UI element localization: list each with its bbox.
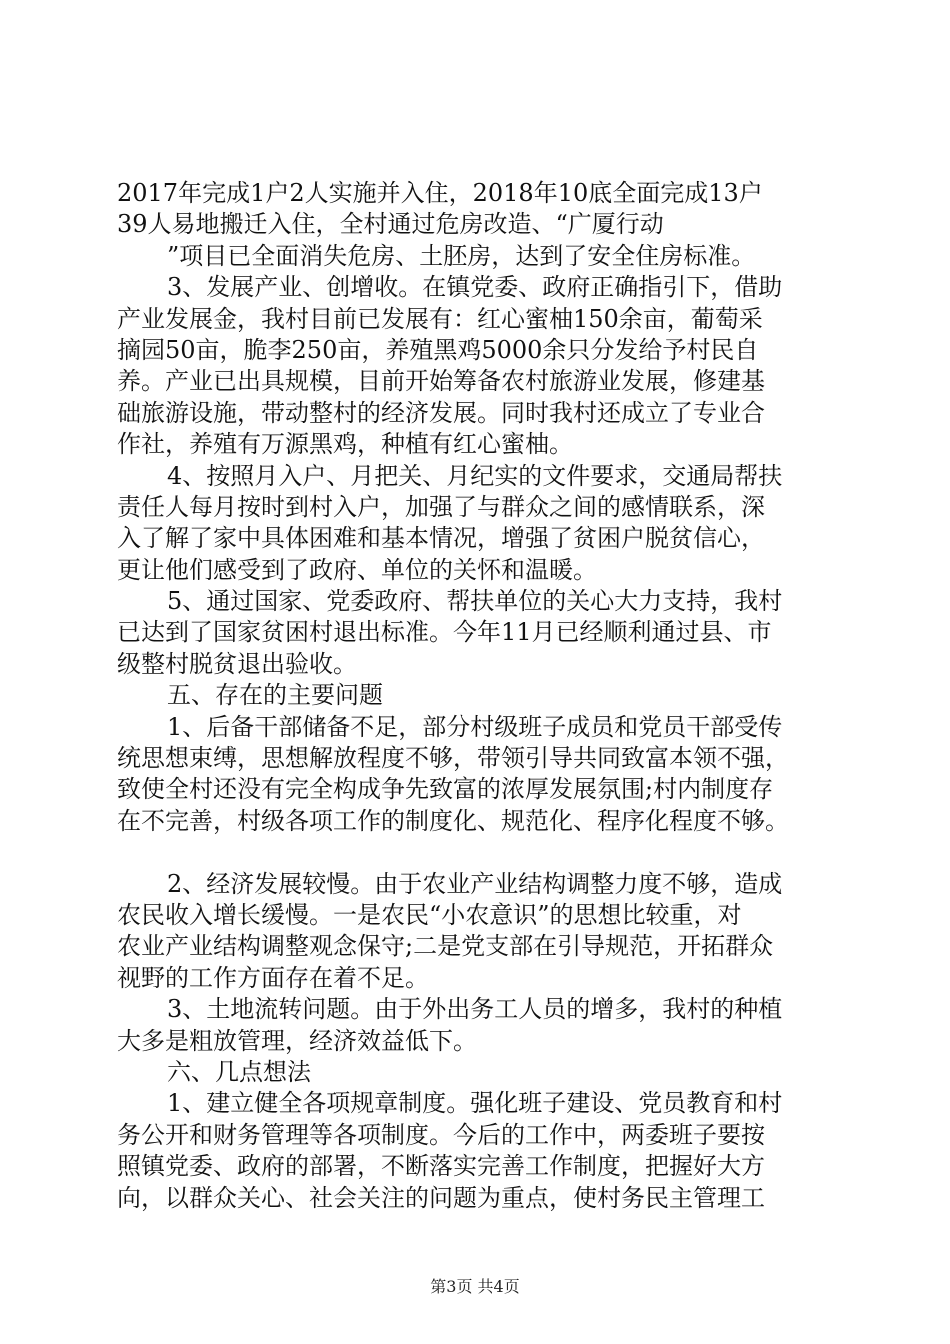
text-line: 2、经济发展较慢。由于农业产业结构调整力度不够，造成 — [167, 869, 783, 898]
text-line: 农民收入增长缓慢。一是农民“小农意识”的思想比较重，对 — [117, 900, 742, 929]
text-line: 作社，养殖有万源黑鸡，种植有红心蜜柚。 — [117, 430, 573, 459]
text-line: 已达到了国家贫困村退出标准。今年11月已经顺利通过县、市 — [117, 618, 772, 647]
text-line: 照镇党委、政府的部署，不断落实完善工作制度，把握好大方 — [117, 1152, 765, 1181]
text-line: 统思想束缚，思想解放程度不够，带领引导共同致富本领不强， — [117, 744, 789, 773]
page-number-footer: 第3页 共4页 — [430, 1277, 520, 1296]
body-text — [117, 178, 857, 1214]
text-line: ”项目已全面消失危房、土胚房，达到了安全住房标准。 — [167, 241, 756, 270]
text-line: 更让他们感受到了政府、单位的关怀和温暖。 — [117, 555, 597, 584]
text-line: 摘园50亩，脆李250亩，养殖黑鸡5000余只分发给予村民自 — [117, 335, 759, 364]
text-line: 4、按照月入户、月把关、月纪实的文件要求，交通局帮扶 — [167, 461, 783, 490]
text-line: 级整村脱贫退出验收。 — [117, 649, 357, 678]
section-heading: 五、存在的主要问题 — [167, 681, 383, 710]
text-line: 大多是粗放管理，经济效益低下。 — [117, 1026, 477, 1055]
text-line: 5、通过国家、党委政府、帮扶单位的关心大力支持，我村 — [167, 587, 783, 616]
text-line: 2017年完成1户2人实施并入住，2018年10底全面完成13户 — [117, 179, 763, 207]
text-line: 产业发展金，我村目前已发展有：红心蜜柚150余亩，葡萄采 — [117, 304, 763, 333]
text-line: 入了解了家中具体困难和基本情况，增强了贫困户脱贫信心， — [117, 524, 765, 553]
text-line: 责任人每月按时到村入户，加强了与群众之间的感情联系，深 — [117, 492, 765, 521]
text-line: 致使全村还没有完全构成争先致富的浓厚发展氛围;村内制度存 — [117, 775, 774, 804]
text-line: 在不完善，村级各项工作的制度化、规范化、程序化程度不够。 — [117, 806, 789, 835]
text-line: 3、土地流转问题。由于外出务工人员的增多，我村的种植 — [167, 995, 783, 1024]
text-line: 养。产业已出具规模，目前开始筹备农村旅游业发展，修建基 — [117, 367, 765, 396]
section-heading: 六、几点想法 — [167, 1057, 311, 1086]
text-line: 务公开和财务管理等各项制度。今后的工作中，两委班子要按 — [117, 1120, 765, 1149]
text-line: 础旅游设施，带动整村的经济发展。同时我村还成立了专业合 — [117, 398, 765, 427]
text-line: 农业产业结构调整观念保守;二是党支部在引导规范，开拓群众 — [117, 932, 774, 961]
text-line: 1、后备干部储备不足，部分村级班子成员和党员干部受传 — [167, 712, 783, 741]
blank-line — [117, 837, 857, 868]
text-line: 向，以群众关心、社会关注的问题为重点，使村务民主管理工 — [117, 1183, 765, 1212]
text-line: 1、建立健全各项规章制度。强化班子建设、党员教育和村 — [167, 1089, 783, 1118]
text-line: 视野的工作方面存在着不足。 — [117, 963, 429, 992]
text-line: 3、发展产业、创增收。在镇党委、政府正确指引下，借助 — [167, 273, 783, 302]
text-line: 39人易地搬迁入住，全村通过危房改造、“广厦行动 — [117, 210, 664, 239]
